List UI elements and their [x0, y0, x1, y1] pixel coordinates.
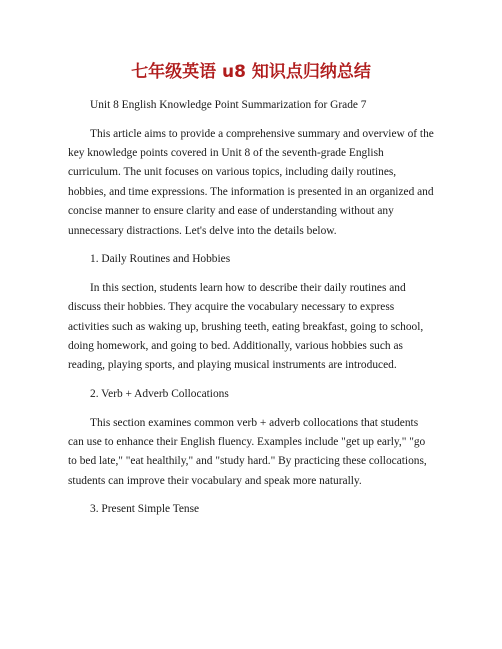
- document-body: [68, 96, 436, 529]
- section-heading-present-simple: 3. Present Simple Tense: [90, 503, 200, 516]
- section-heading-daily-routines: 1. Daily Routines and Hobbies: [90, 253, 231, 266]
- verb-adverb-paragraph: This section examines common verb + adverb collocations that students can use to enhance their English fluency. Examples include "get up early," "go to bed late," "eat healthily," and "study hard." By practicing these collocations, students can improve their vocabulary and speak more naturally.: [68, 416, 427, 487]
- daily-routines-paragraph: In this section, students learn how to describe their daily routines and discuss their hobbies. They acquire the vocabulary necessary to express activities such as waking up, brushing teeth, eating breakfast, going to school, doing homework, and going to bed. Additionally, various hobbies such as reading, playing sports, and playing musical instruments are introduced.: [68, 281, 424, 372]
- document-subtitle: Unit 8 English Knowledge Point Summarization for Grade 7: [90, 99, 367, 111]
- section-heading-verb-adverb: 2. Verb + Adverb Collocations: [90, 388, 229, 401]
- intro-paragraph: This article aims to provide a comprehensive summary and overview of the key knowledge points covered in Unit 8 of the seventh-grade English curriculum. The unit focuses on various topics, including daily routines, hobbies, and time expressions. The information is presented in an organized and concise manner to ensure clarity and ease of understanding without any unnecessary distractions. Let's delve into the details below.: [68, 127, 434, 237]
- document-title: 七年级英语 u8 知识点归纳总结: [131, 62, 371, 82]
